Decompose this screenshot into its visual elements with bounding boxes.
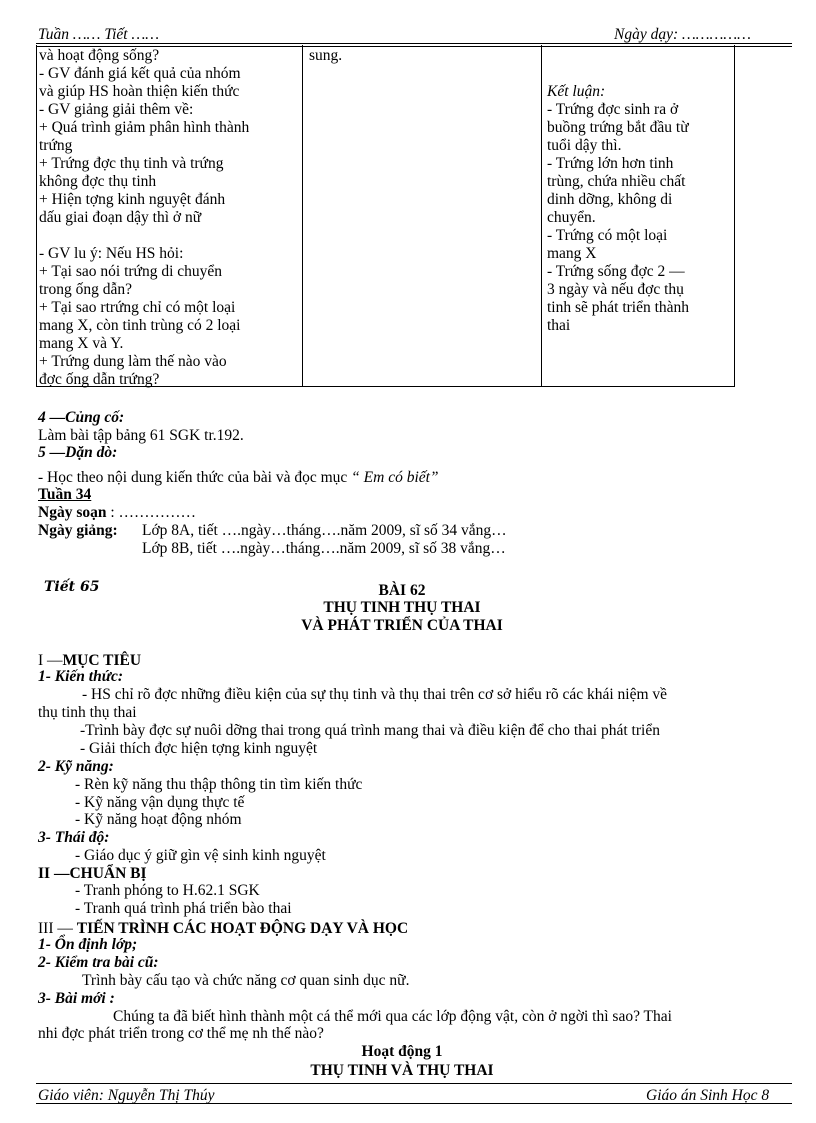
- lesson-title-line2: VÀ PHÁT TRIỂN CỦA THAI: [301, 617, 503, 634]
- knowledge-item: - Giải thích đợc hiện tợng kinh nguyệt: [80, 740, 318, 757]
- table-cell-line: buồng trứng bắt đầu từ: [547, 119, 689, 136]
- prep-date: [38, 504, 196, 522]
- table-cell-line: - Trứng có một loại: [547, 227, 668, 244]
- knowledge-item: - HS chỉ rõ đợc những điều kiện của sự thụ tinh và thụ thai trên cơ sở hiểu rõ các khái niệm về: [82, 686, 668, 703]
- table-cell-line: trong ống dẫn?: [39, 281, 132, 298]
- table-cell-line: mang X và Y.: [39, 335, 124, 352]
- activity-title: Hoạt động 1: [361, 1043, 443, 1060]
- table-divider-1: [302, 45, 303, 386]
- table-cell-line: - Trứng sống đợc 2 —: [547, 263, 685, 280]
- homework-label: 5 —Dặn dò:: [38, 444, 118, 461]
- table-cell-line: mang X: [547, 245, 597, 262]
- review-question: Trình bày cấu tạo và chức năng cơ quan sinh dục nữ.: [82, 972, 410, 989]
- table-cell-line: và giúp HS hoàn thiện kiến thức: [39, 83, 240, 100]
- footer-rule-bottom: [36, 1103, 792, 1104]
- consolidation-label: 4 —Củng cố:: [38, 409, 125, 426]
- table-cell-line: + Trứng dung làm thế nào vào: [39, 353, 227, 370]
- table-cell-line: + Hiện tợng kinh nguyệt đánh: [39, 191, 226, 208]
- preparation-item: - Tranh quá trình phá triển bào thai: [75, 900, 292, 917]
- teach-date-label: Ngày giảng:: [38, 522, 118, 539]
- review-label: 2- Kiểm tra bài cũ:: [38, 954, 159, 971]
- procedure-heading-text: TIẾN TRÌNH CÁC HOẠT ĐỘNG DẠY VÀ HỌC: [76, 920, 409, 937]
- table-cell-line: 3 ngày và nếu đợc thụ: [547, 281, 684, 298]
- table-cell-line: chuyển.: [547, 209, 596, 226]
- teach-date-class-8b: Lớp 8B, tiết ….ngày…tháng….năm 2009, sĩ số 38 vắng…: [142, 540, 506, 557]
- prep-date-label: Ngày soạn: [38, 504, 107, 521]
- teach-date-class-8a: Lớp 8A, tiết ….ngày…tháng….năm 2009, sĩ số 34 vắng…: [142, 522, 507, 539]
- table-cell-line: tuổi dậy thì.: [547, 137, 622, 154]
- table-cell-line: trùng, chứa nhiều chất: [547, 173, 686, 190]
- table-cell-line: - Trứng lớn hơn tinh: [547, 155, 674, 172]
- table-cell-line: + Tại sao nói trứng di chuyển: [39, 263, 223, 280]
- table-border-left: [36, 45, 37, 386]
- table-cell-line: tinh sẽ phát triển thành: [547, 299, 690, 316]
- table-cell-line: sung.: [309, 47, 343, 64]
- new-lesson-intro-cont: nhi đợc phát triển trong cơ thể mẹ nh thế nào?: [38, 1025, 324, 1042]
- preparation-item: - Tranh phóng to H.62.1 SGK: [75, 882, 260, 899]
- table-cell-line: đợc ống dẫn trứng?: [39, 371, 160, 388]
- header-rule: [36, 43, 792, 44]
- table-cell-line: - GV đánh giá kết quả của nhóm: [39, 65, 241, 82]
- homework-text-ref: “ Em có biết”: [351, 469, 439, 486]
- table-cell-line: thai: [547, 317, 571, 334]
- week-title: Tuần 34: [38, 486, 92, 503]
- table-cell-line: - GV giảng giải thêm về:: [39, 101, 194, 118]
- knowledge-label: 1- Kiến thức:: [38, 668, 124, 685]
- lesson-title-line1: THỤ TINH THỤ THAI: [323, 599, 481, 616]
- consolidation-text: Làm bài tập bảng 61 SGK tr.192.: [38, 427, 244, 444]
- table-cell-line: + Tại sao rtrứng chỉ có một loại: [39, 299, 236, 316]
- objectives-heading-text: MỤC TIÊU: [62, 652, 142, 669]
- procedure-heading-number: III —: [38, 920, 73, 937]
- teacher-activity-column: [39, 47, 249, 389]
- footer-teacher: Giáo viên: Nguyễn Thị Thúy: [38, 1087, 215, 1104]
- skill-item: - Kỹ năng vận dụng thực tế: [75, 794, 245, 811]
- activity-subtitle: THỤ TINH VÀ THỤ THAI: [310, 1062, 494, 1079]
- header-week-lesson: Tuần …… Tiết ……: [38, 26, 160, 43]
- preparation-heading: II —CHUẨN BỊ: [38, 865, 147, 882]
- table-cell-line: dinh dỡng, không di: [547, 191, 673, 208]
- lesson-number: BÀI 62: [378, 582, 426, 599]
- knowledge-item: -Trình bày đợc sự nuôi dỡng thai trong quá trình mang thai và điều kiện để cho thai phát triển: [80, 722, 660, 739]
- table-cell-line: trứng: [39, 137, 73, 154]
- table-cell-line: dấu giai đoạn dậy thì ở nữ: [39, 209, 202, 226]
- footer-rule: [36, 1083, 792, 1084]
- conclusion-title: Kết luận:: [547, 83, 606, 100]
- homework-text-main: - Học theo nội dung kiến thức của bài và đọc mục: [38, 469, 352, 486]
- table-cell-line: + Trứng đợc thụ tinh và trứng: [39, 155, 224, 172]
- header-teaching-date: Ngày dạy: ……………: [614, 26, 751, 43]
- new-lesson-intro: Chúng ta đã biết hình thành một cá thể mới qua các lớp động vật, còn ở ngời thì sao? Thai: [113, 1008, 672, 1025]
- table-cell-line: [39, 227, 249, 245]
- attitude-item: - Giáo dục ý giữ gìn vệ sinh kinh nguyệt: [75, 847, 326, 864]
- table-border-right: [734, 45, 735, 386]
- class-setup-label: 1- Ổn định lớp;: [38, 936, 138, 953]
- new-lesson-label: 3- Bài mới :: [38, 990, 115, 1007]
- table-cell-line: - Trứng đợc sinh ra ở: [547, 101, 679, 118]
- footer-subject: Giáo án Sinh Học 8: [646, 1087, 770, 1104]
- table-cell-line: - GV lu ý: Nếu HS hỏi:: [39, 245, 184, 262]
- objectives-heading-number: I —: [38, 652, 63, 669]
- table-cell-line: mang X, còn tinh trùng có 2 loại: [39, 317, 241, 334]
- attitude-label: 3- Thái độ:: [38, 829, 110, 846]
- table-cell-line: và hoạt động sống?: [39, 47, 160, 64]
- homework-text: [38, 469, 439, 487]
- conclusion-column: [547, 83, 689, 335]
- skills-label: 2- Kỹ năng:: [38, 758, 114, 775]
- table-cell-line: không đợc thụ tinh: [39, 173, 157, 190]
- knowledge-item-cont: thụ tinh thụ thai: [38, 704, 137, 721]
- table-cell-line: + Quá trình giảm phân hình thành: [39, 119, 250, 136]
- student-activity-column: [309, 47, 342, 65]
- prep-date-value: : ……………: [106, 504, 197, 521]
- skill-item: - Rèn kỹ năng thu thập thông tin tìm kiến thức: [75, 776, 363, 793]
- skill-item: - Kỹ năng hoạt động nhóm: [75, 811, 242, 828]
- table-divider-2: [541, 45, 542, 386]
- period-label: Tiết 65: [44, 579, 100, 595]
